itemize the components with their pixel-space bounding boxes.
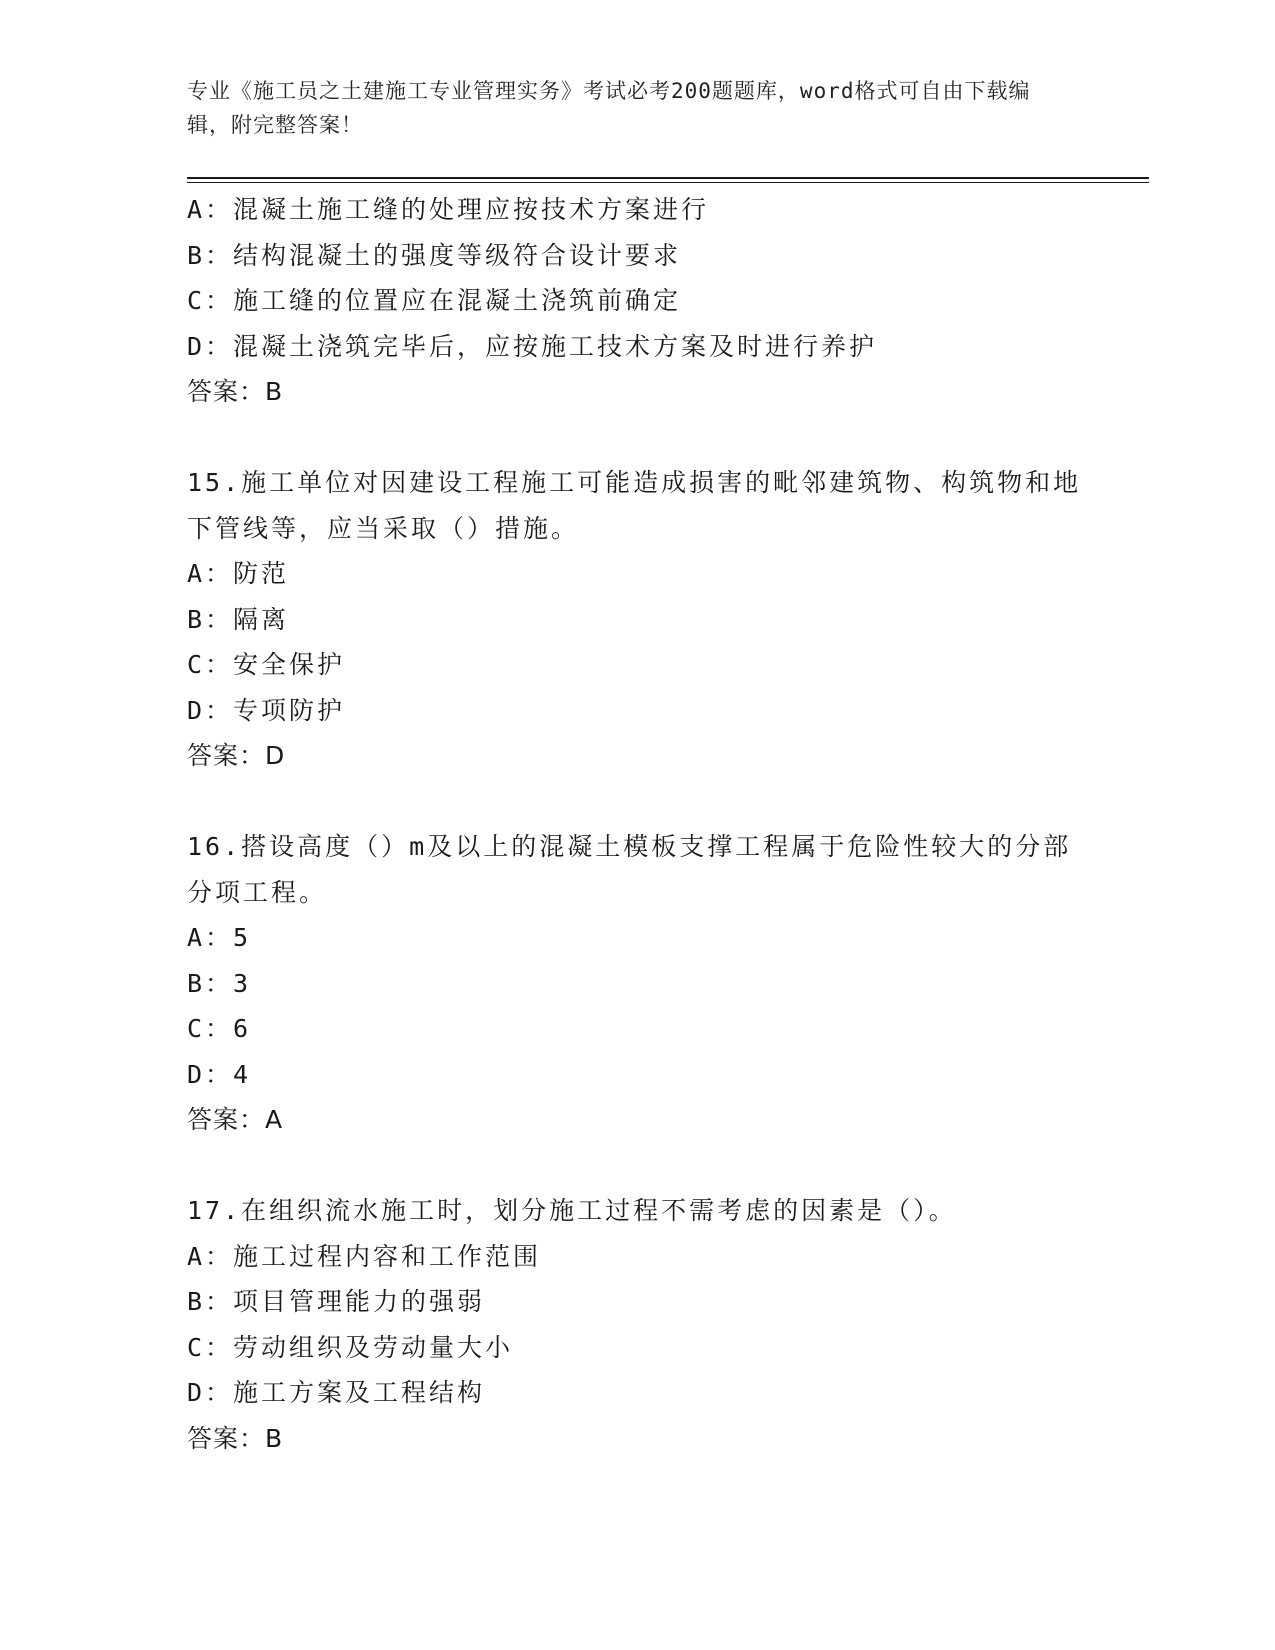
option-b: B：项目管理能力的强弱 <box>187 1287 486 1316</box>
option-c: C：安全保护 <box>187 650 346 679</box>
option-b: B：3 <box>187 968 252 998</box>
option-a: A：混凝土施工缝的处理应按技术方案进行 <box>187 195 710 224</box>
question-stem: 16.搭设高度（）m及以上的混凝土模板支撑工程属于危险性较大的分部分项工程。 <box>187 832 1072 907</box>
document-body <box>187 187 1087 1461</box>
option-a: A：防范 <box>187 559 290 588</box>
option-b: B：隔离 <box>187 604 290 634</box>
answer: 答案：A <box>187 1105 284 1134</box>
option-d: D：4 <box>187 1059 252 1089</box>
question-block-17 <box>187 1188 1087 1461</box>
answer: 答案：B <box>187 377 284 406</box>
answer: 答案：B <box>187 1423 284 1453</box>
option-c: C：劳动组织及劳动量大小 <box>187 1332 514 1362</box>
question-block-15 <box>187 460 1087 779</box>
option-a: A：5 <box>187 923 252 952</box>
option-c: C：6 <box>187 1014 252 1043</box>
question-stem: 15.施工单位对因建设工程施工可能造成损害的毗邻建筑物、构筑物和地下管线等，应当采取（）措施。 <box>187 468 1082 543</box>
option-d: D：混凝土浇筑完毕后，应按施工技术方案及时进行养护 <box>187 331 878 361</box>
option-b: B：结构混凝土的强度等级符合设计要求 <box>187 240 682 270</box>
header-divider-thick <box>187 177 1149 179</box>
question-block-16 <box>187 824 1087 1143</box>
question-block-14 <box>187 187 1087 415</box>
option-d: D：专项防护 <box>187 695 346 725</box>
option-a: A：施工过程内容和工作范围 <box>187 1241 542 1271</box>
answer: 答案：D <box>187 741 286 770</box>
document-header: 专业《施工员之土建施工专业管理实务》考试必考200题题库，word格式可自由下载编辑，附完整答案！ <box>187 79 1031 137</box>
option-d: D：施工方案及工程结构 <box>187 1378 486 1407</box>
option-c: C：施工缝的位置应在混凝土浇筑前确定 <box>187 286 682 315</box>
header-divider-thin <box>187 182 1149 183</box>
question-stem: 17.在组织流水施工时，划分施工过程不需考虑的因素是（）。 <box>187 1196 957 1225</box>
